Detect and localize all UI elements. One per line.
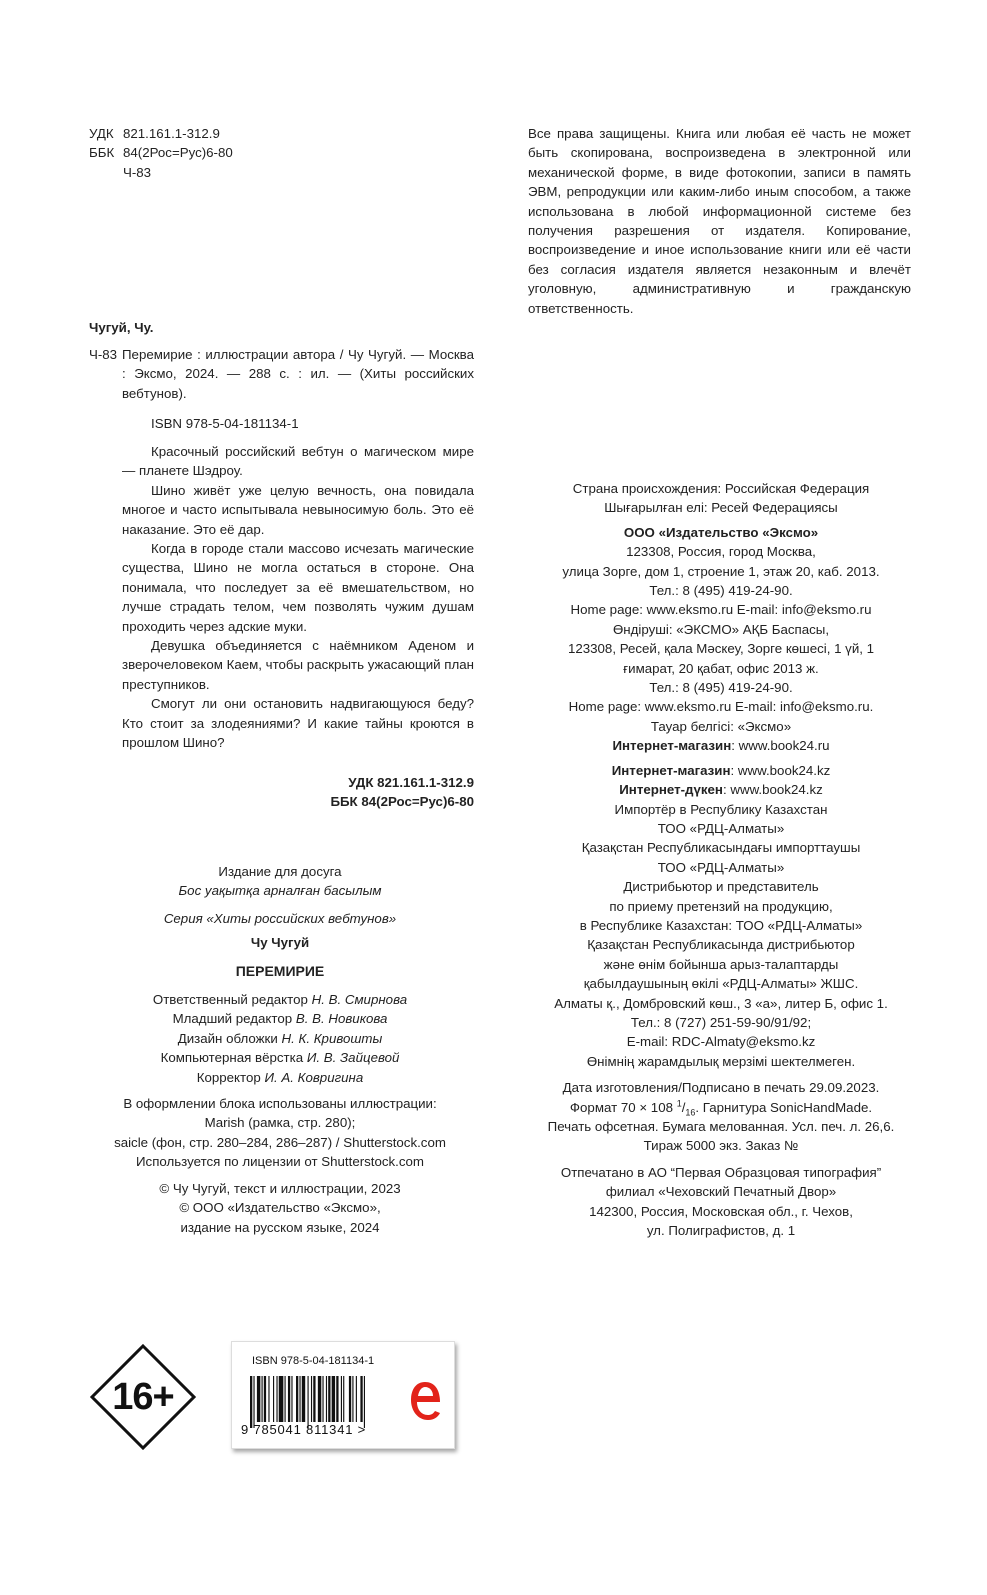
edition-credits bbox=[80, 990, 480, 1087]
publisher-line: по приему претензий на продукцию, bbox=[609, 898, 833, 914]
credit-name: И. В. Зайцевой bbox=[306, 1050, 400, 1066]
publisher-line: 123308, Ресей, қала Мәскеу, Зорге көшесі, 1 үй, 1 bbox=[567, 641, 875, 657]
barcode-bar bbox=[336, 1376, 338, 1422]
publisher-line: ТОО «РДЦ-Алматы» bbox=[657, 859, 785, 875]
publisher-block bbox=[503, 479, 939, 1240]
barcode-bar bbox=[364, 1376, 365, 1428]
udk-label: УДК bbox=[89, 126, 114, 141]
publisher-line: Тел.: 8 (727) 251-59-90/91/92; bbox=[630, 1014, 812, 1030]
udk-line bbox=[89, 124, 329, 143]
barcode-bar bbox=[264, 1376, 266, 1422]
barcode-bar bbox=[285, 1376, 286, 1422]
illustration-line: Marish (рамка, стр. 280); bbox=[204, 1115, 356, 1131]
publisher-line: Home page: www.eksmo.ru E-mail: info@eksmo.ru bbox=[570, 602, 872, 618]
catalog-author-heading: Чугуй, Чу. bbox=[89, 320, 154, 335]
age-rating-text: 16+ bbox=[112, 1376, 174, 1418]
edition-title: ПЕРЕМИРИЕ bbox=[235, 962, 325, 979]
illustration-credits bbox=[80, 1094, 480, 1172]
publisher-line: Страна происхождения: Российская Федерация bbox=[572, 481, 870, 496]
barcode-bar bbox=[302, 1376, 305, 1422]
barcode-bar bbox=[311, 1376, 312, 1422]
printer-line: Отпечатано в АО “Первая Образцовая типография” bbox=[560, 1164, 882, 1180]
publisher-line: в Республике Казахстан: ТОО «РДЦ-Алматы» bbox=[579, 917, 863, 933]
print-date: Дата изготовления/Подписано в печать 29.09.2023. bbox=[562, 1080, 880, 1096]
annotation-paragraph: Смогут ли они остановить надвигающуюся беду? Кто стоит за злодеяниями? И какие тайны кроются в прошлом Шино? bbox=[122, 696, 474, 751]
credit-name: И. А. Ковригина bbox=[264, 1069, 364, 1085]
publisher-line: Өндіруші: «ЭКСМО» АҚБ Баспасы, bbox=[612, 621, 830, 637]
barcode-bar bbox=[341, 1376, 342, 1422]
publisher-name: ООО «Издательство «Эксмо» bbox=[623, 524, 819, 540]
shop-ru-value: : www.book24.ru bbox=[731, 738, 830, 754]
publisher-line: Дистрибьютор и представитель bbox=[623, 879, 819, 895]
annotation-paragraph: Красочный российский вебтун о магическом мире — планете Шэдроу. bbox=[122, 444, 474, 479]
credit-role: Компьютерная вёрстка bbox=[160, 1050, 304, 1066]
udk-value: 821.161.1-312.9 bbox=[123, 126, 220, 141]
barcode-bar bbox=[291, 1376, 292, 1422]
publisher-line: Тел.: 8 (495) 419-24-90. bbox=[649, 680, 793, 696]
print-line: Тираж 5000 экз. Заказ № bbox=[643, 1138, 799, 1154]
credit-role: Ответственный редактор bbox=[152, 992, 308, 1008]
barcode-bar bbox=[318, 1376, 321, 1422]
barcode-bar bbox=[288, 1376, 290, 1422]
age-rating-badge bbox=[90, 1344, 196, 1450]
credit-name: Н. К. Кривошты bbox=[281, 1030, 383, 1046]
catalog-title-entry: Перемирие : иллюстрации автора / Чу Чугуй. — Москва : Эксмо, 2024. — 288 с. : ил. — (Хиты российских вебтунов). bbox=[122, 347, 474, 401]
shop-kz-label: Интернет-магазин bbox=[611, 762, 731, 778]
barcode-bar bbox=[276, 1376, 277, 1422]
barcode-bar bbox=[299, 1376, 300, 1422]
catalog-annotation bbox=[122, 442, 474, 753]
copyright-line: © Чу Чугуй, текст и иллюстрации, 2023 bbox=[159, 1180, 401, 1196]
copyright-line: издание на русском языке, 2024 bbox=[180, 1219, 380, 1235]
format-numerator: 1 bbox=[676, 1098, 682, 1109]
credit-role: Корректор bbox=[196, 1069, 261, 1085]
bbk-line bbox=[89, 143, 329, 162]
publisher-line: және өнім бойынша арыз-талаптарды bbox=[603, 956, 839, 972]
barcode-bar bbox=[322, 1376, 323, 1422]
edition-series: Серия «Хиты российских вебтунов» bbox=[163, 910, 397, 926]
barcode-bar bbox=[328, 1376, 330, 1422]
copyright-block bbox=[80, 1179, 480, 1237]
shop-kz2-label: Интернет-дүкен bbox=[619, 782, 723, 798]
barcode-bar bbox=[308, 1376, 309, 1428]
credit-line bbox=[80, 1009, 480, 1028]
author-mark-line bbox=[89, 163, 329, 182]
barcode-bar bbox=[296, 1376, 298, 1422]
printer-line: 142300, Россия, Московская обл., г. Чехов, bbox=[589, 1203, 853, 1219]
publisher-line: Алматы қ., Домбровский көш., 3 «а», литер Б, офис 1. bbox=[554, 995, 888, 1011]
publisher-line: Шығарылған елі: Ресей Федерациясы bbox=[604, 500, 838, 516]
barcode-bar bbox=[250, 1376, 252, 1428]
eksmo-logo-icon bbox=[408, 1378, 442, 1424]
barcode-bar bbox=[332, 1376, 335, 1422]
edition-block bbox=[80, 862, 480, 1237]
annotation-paragraph: Когда в городе стали массово исчезать магические существа, Шино не могла остаться в стороне. Она понимала, что последует за её вмешательством, но лучше страдать телом, чем позволять чужим душам проходить через адские муки. bbox=[122, 541, 474, 634]
print-line: Печать офсетная. Бумага мелованная. Усл. печ. л. 26,6. bbox=[547, 1119, 895, 1134]
credit-line bbox=[80, 1029, 480, 1048]
barcode-bar bbox=[349, 1376, 351, 1422]
barcode-isbn: ISBN 978-5-04-181134-1 bbox=[252, 1355, 375, 1367]
shop-ru-line bbox=[503, 736, 939, 755]
credit-role: Младший редактор bbox=[172, 1011, 293, 1027]
barcode-bar bbox=[343, 1376, 344, 1422]
publisher-line: улица Зорге, дом 1, строение 1, этаж 20, каб. 2013. bbox=[562, 563, 880, 579]
publisher-line: Тауар белгісі: «Эксмо» bbox=[650, 718, 792, 734]
barcode-bar bbox=[326, 1376, 327, 1422]
publisher-line: 123308, Россия, город Москва, bbox=[626, 544, 816, 560]
publisher-line: Импортёр в Республику Казахстан bbox=[614, 801, 828, 817]
barcode-bar bbox=[313, 1376, 315, 1422]
publisher-line: Қазақстан Республикасындағы импорттаушы bbox=[581, 840, 861, 856]
copyright-line: © ООО «Издательство «Эксмо», bbox=[179, 1200, 381, 1216]
publisher-line: қабылдаушының өкілі «РДЦ-Алматы» ЖШС. bbox=[583, 976, 859, 992]
credit-name: Н. В. Смирнова bbox=[311, 992, 408, 1008]
publisher-line: Тел.: 8 (495) 419-24-90. bbox=[649, 583, 793, 599]
catalog-footer bbox=[274, 773, 474, 812]
illustration-line: saicle (фон, стр. 280–284, 286–287) / Shutterstock.com bbox=[114, 1134, 446, 1150]
credit-name: В. В. Новикова bbox=[295, 1011, 388, 1027]
classification-block bbox=[89, 124, 329, 182]
printer-line: ул. Полиграфистов, д. 1 bbox=[646, 1223, 796, 1239]
illustration-line: Используется по лицензии от Shutterstock.com bbox=[135, 1154, 424, 1170]
credit-line bbox=[80, 1048, 480, 1067]
barcode-bar bbox=[273, 1376, 274, 1422]
credit-role: Дизайн обложки bbox=[177, 1030, 278, 1046]
barcode-bar bbox=[257, 1376, 260, 1422]
barcode-bar bbox=[253, 1376, 254, 1428]
edition-purpose-kz: Бос уақытқа арналған басылым bbox=[178, 883, 382, 899]
barcode-bar bbox=[352, 1376, 353, 1422]
format-line: Формат 70 × 108 $^1/_{16}$. Гарнитура SonicHandMade. bbox=[569, 1098, 873, 1118]
publisher-line: Home page: www.eksmo.ru E-mail: info@eksmo.ru. bbox=[568, 699, 874, 715]
credit-line bbox=[80, 1068, 480, 1087]
barcode-box bbox=[231, 1341, 455, 1449]
catalog-mark: Ч-83 bbox=[89, 347, 118, 362]
shop-kz-value: : www.book24.kz bbox=[730, 762, 831, 778]
barcode-bar bbox=[262, 1376, 263, 1422]
format-denominator: 16 bbox=[685, 1107, 696, 1118]
printer-line: филиал «Чеховский Печатный Двор» bbox=[605, 1184, 837, 1200]
shop-kz2-line bbox=[503, 780, 939, 799]
barcode-bar bbox=[356, 1376, 357, 1422]
publisher-line: ТОО «РДЦ-Алматы» bbox=[657, 820, 785, 836]
barcode-bars bbox=[250, 1376, 398, 1428]
rights-notice: Все права защищены. Книга или любая её часть не может быть скопирована, воспроизведена в электронной или механической форме, в виде фотокопии, записи в память ЭВМ, репродукции или каким-либо иным способом, а также использована в любой информационной системе без получения разрешения от издателя. Копирование, воспроизведение и иное использование книги или её части без согласия издателя является незаконным и влечёт уголовную, административную и гражданскую ответственность. bbox=[528, 126, 911, 316]
illustration-line: В оформлении блока использованы иллюстрации: bbox=[123, 1096, 437, 1112]
shop-kz-line bbox=[503, 761, 939, 780]
author-mark: Ч-83 bbox=[123, 164, 152, 180]
format-text: Формат 70 × 108 bbox=[569, 1099, 673, 1115]
publisher-line: Қазақстан Республикасында дистрибьютор bbox=[587, 937, 855, 953]
catalog-bbk-footer: ББК 84(2Рос=Рус)6-80 bbox=[330, 794, 474, 810]
format-font: . Гарнитура SonicHandMade. bbox=[695, 1099, 873, 1115]
barcode-digits: 9 785041 811341 > bbox=[241, 1422, 367, 1437]
catalog-udk-footer: УДК 821.161.1-312.9 bbox=[348, 775, 474, 790]
shop-kz2-value: : www.book24.kz bbox=[722, 782, 823, 798]
barcode-bar bbox=[279, 1376, 284, 1422]
publisher-line: E-mail: RDC-Almaty@eksmo.kz bbox=[626, 1034, 816, 1050]
bbk-label: ББК bbox=[89, 145, 115, 161]
publisher-line: ғимарат, 20 қабат, офис 2013 ж. bbox=[623, 660, 819, 676]
publisher-line: Өнімнің жарамдылық мерзімі шектелмеген. bbox=[586, 1053, 856, 1069]
barcode-bar bbox=[268, 1376, 269, 1422]
credit-line bbox=[80, 990, 480, 1009]
edition-purpose-ru: Издание для досуга bbox=[218, 864, 342, 879]
annotation-paragraph: Шино живёт уже целую вечность, она повидала многое и часто испытывала невыносимую боль. Это её наказание. Это её дар. bbox=[122, 482, 474, 537]
bbk-value: 84(2Рос=Рус)6-80 bbox=[123, 145, 233, 161]
annotation-paragraph: Девушка объединяется с наёмником Аденом и зверочеловеком Каем, чтобы раскрыть ужасающий план преступников. bbox=[122, 638, 475, 692]
barcode-bar bbox=[360, 1376, 362, 1422]
edition-author: Чу Чугуй bbox=[250, 935, 310, 951]
catalog-isbn: ISBN 978-5-04-181134-1 bbox=[151, 416, 299, 431]
shop-ru-label: Интернет-магазин bbox=[612, 738, 732, 754]
